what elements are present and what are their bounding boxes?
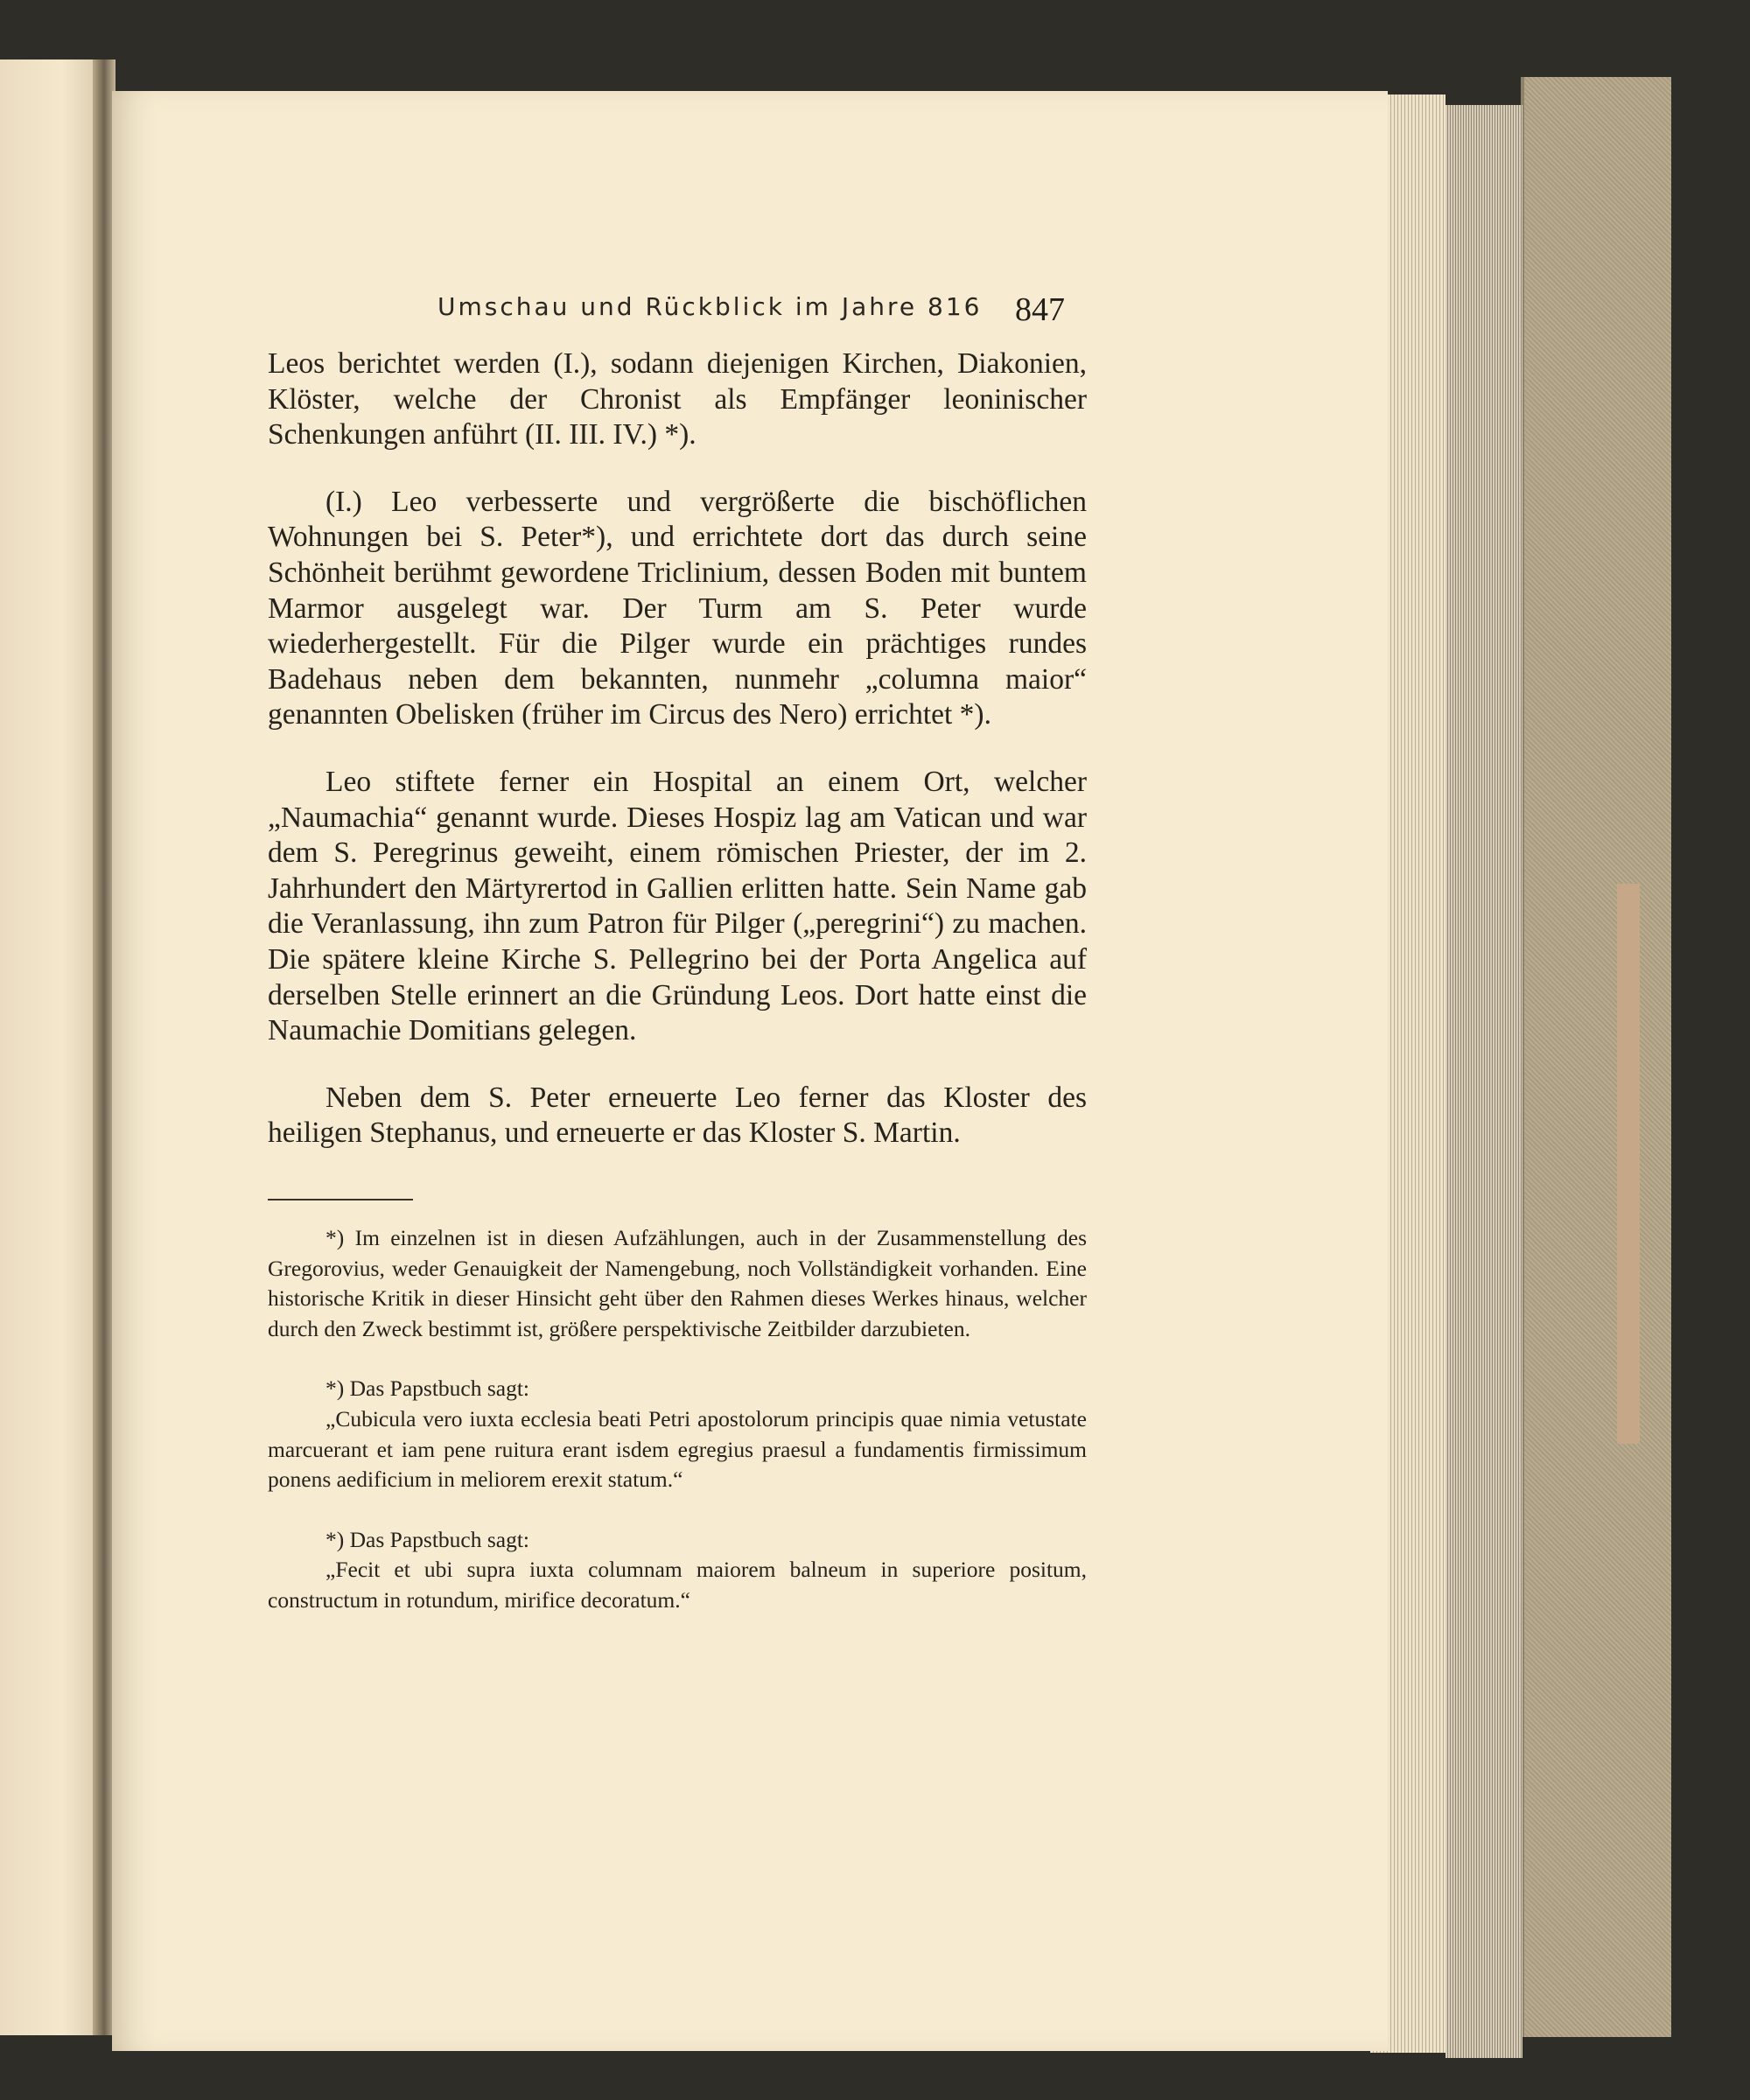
paragraph-hospital: Leo stiftete ferner ein Hospital an einem Ort, welcher „Naumachia“ genannt wurde. Dieses Hospiz lag am Vatican und war dem S. Peregrinus geweiht, einem römischen Priester, der im 2. Jahrhundert den Märtyrertod in Gallien erlitten hatte. Sein Name gab die Veranlassung, ihn zum Patron für Pilger („peregrini“) zu machen. Die spätere kleine Kirche S. Pellegrino bei der Porta Angelica auf derselben Stelle erinnert an die Gründung Leos. Dort hatte einst die Naumachie Domitians gelegen. [268, 765, 1087, 1047]
book-cover-edge [1521, 77, 1671, 2037]
paragraph-leo-buildings: (I.) Leo verbesserte und vergrößerte die bischöflichen Wohnungen bei S. Peter*), und errichtete dort das durch seine Schönheit berühmt gewordene Triclinium, dessen Boden mit buntem Marmor ausgelegt war. Der Turm am S. Peter wurde wiederhergestellt. Für die Pilger wurde ein prächtiges rundes Badehaus neben dem bekannten, nunmehr „columna maior“ genannten Obelisken (früher im Circus des Nero) errichtet *). [268, 485, 1087, 732]
facing-page-edge [0, 60, 103, 2035]
page-number: 847 [1015, 291, 1065, 328]
page-block-outer [1446, 105, 1522, 2058]
cover-tab [1617, 884, 1640, 1444]
footnote-3-intro: *) Das Papstbuch sagt: [326, 1526, 530, 1552]
footnotes [268, 1223, 1087, 1616]
running-title: Umschau und Rückblick im Jahre 816 [438, 292, 983, 321]
footnote-3-quote: „Fecit et ubi supra iuxta columnam maiorem balneum in superiore positum, constructum in rotundum, mirifice decoratum.“ [268, 1557, 1087, 1613]
footnote-divider [268, 1199, 413, 1200]
paragraph-continuation: Leos berichtet werden (I.), sodann diejenigen Kirchen, Diakonien, Klöster, welche der Chronist als Empfänger leoninischer Schenkungen anführt (II. III. IV.) *). [268, 347, 1087, 452]
footnote-1: *) Im einzelnen ist in diesen Aufzählungen, auch in der Zusammenstellung des Gregorovius, weder Genauigkeit der Namengebung, noch Vollständigkeit vorhanden. Eine historische Kritik in dieser Hinsicht geht über den Rahmen dieses Werkes hinaus, welcher durch den Zweck bestimmt ist, größere perspektivische Zeitbilder darzubieten. [268, 1225, 1087, 1341]
footnote-2-intro: *) Das Papstbuch sagt: [326, 1376, 530, 1402]
footnote-2-quote: „Cubicula vero iuxta ecclesia beati Petri apostolorum principis quae nimia vetustate marcuerant et iam pene ruitura erant isdem egregius praesul a fundamentis firmissimum ponens aedificium in meliorem erexit statum.“ [268, 1405, 1087, 1493]
main-text [268, 346, 1087, 1152]
paragraph-monasteries: Neben dem S. Peter erneuerte Leo ferner das Kloster des heiligen Stephanus, und erneuerte er das Kloster S. Martin. [268, 1081, 1087, 1150]
